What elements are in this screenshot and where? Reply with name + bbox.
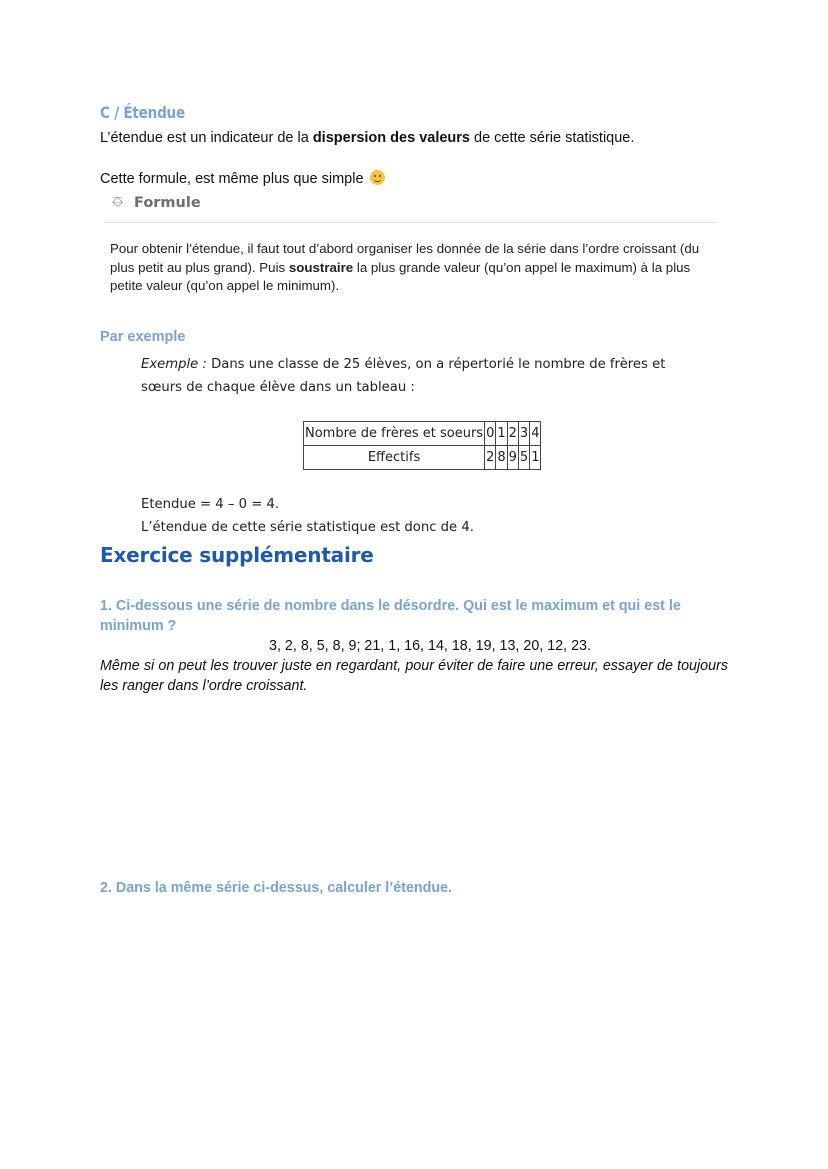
exemple-text: Dans une classe de 25 élèves, on a répertorié le nombre de frères et sœurs de chaque élève dans un tableau : — [141, 357, 666, 395]
intro-paragraph — [100, 128, 634, 148]
question-2: 2. Dans la même série ci-dessus, calculer l’étendue. — [100, 880, 453, 896]
table-row — [304, 422, 541, 446]
pin-icon: ⎑ — [112, 195, 124, 211]
formule-body — [110, 240, 710, 296]
simple-line-text: Cette formule, est même plus que simple — [100, 171, 364, 187]
table-cell: 9 — [507, 446, 518, 470]
intro-bold: dispersion des valeurs — [312, 130, 470, 146]
exemple-paragraph — [141, 353, 701, 399]
etendue-line-2: L’étendue de cette série statistique est donc de 4. — [141, 520, 474, 535]
table-cell: Nombre de frères et soeurs — [304, 422, 485, 446]
table-cell: 0 — [485, 422, 496, 446]
formule-header — [112, 195, 201, 211]
etendue-result — [141, 493, 474, 539]
table-cell: Effectifs — [304, 446, 485, 470]
table-cell: 4 — [530, 422, 541, 446]
table-cell: 3 — [518, 422, 529, 446]
table-cell: 2 — [485, 446, 496, 470]
simple-line — [100, 169, 385, 189]
formule-title: Formule — [134, 195, 201, 211]
par-exemple-heading: Par exemple — [100, 329, 186, 345]
question-1: 1. Ci-dessous une série de nombre dans le désordre. Qui est le maximum et qui est le minimum ? — [100, 598, 681, 634]
exercice-note: Même si on peut les trouver juste en regardant, pour éviter de faire une erreur, essayer de toujours les ranger dans l’ordre croissant. — [100, 658, 728, 694]
table-cell: 2 — [507, 422, 518, 446]
number-series: 3, 2, 8, 5, 8, 9; 21, 1, 16, 14, 18, 19, 13, 20, 12, 23. — [269, 638, 591, 654]
formule-divider — [104, 222, 718, 223]
formule-body-after: la plus grande valeur (qu’on appel le maximum) à la plus petite valeur (qu’on appel le minimum). — [110, 259, 691, 293]
smiley-icon — [370, 170, 385, 185]
exemple-label: Exemple : — [141, 357, 207, 372]
exercice-title: Exercice supplémentaire — [100, 543, 374, 567]
table-cell: 1 — [530, 446, 541, 470]
section-title-etendue: C / Étendue — [100, 103, 185, 122]
formule-body-bold: soustraire — [288, 259, 354, 275]
frequency-table — [303, 421, 541, 470]
intro-before: L’étendue est un indicateur de la — [100, 130, 313, 146]
table-row — [304, 446, 541, 470]
table-cell: 8 — [496, 446, 507, 470]
etendue-line-1: Etendue = 4 – 0 = 4. — [141, 497, 280, 512]
formule-body-before: Pour obtenir l’étendue, il faut tout d’abord organiser les donnée de la série dans l’ordre croissant (du plus petit au plus grand). Puis — [110, 241, 700, 275]
table-cell: 5 — [518, 446, 529, 470]
table-cell: 1 — [496, 422, 507, 446]
intro-after: de cette série statistique. — [469, 130, 635, 146]
